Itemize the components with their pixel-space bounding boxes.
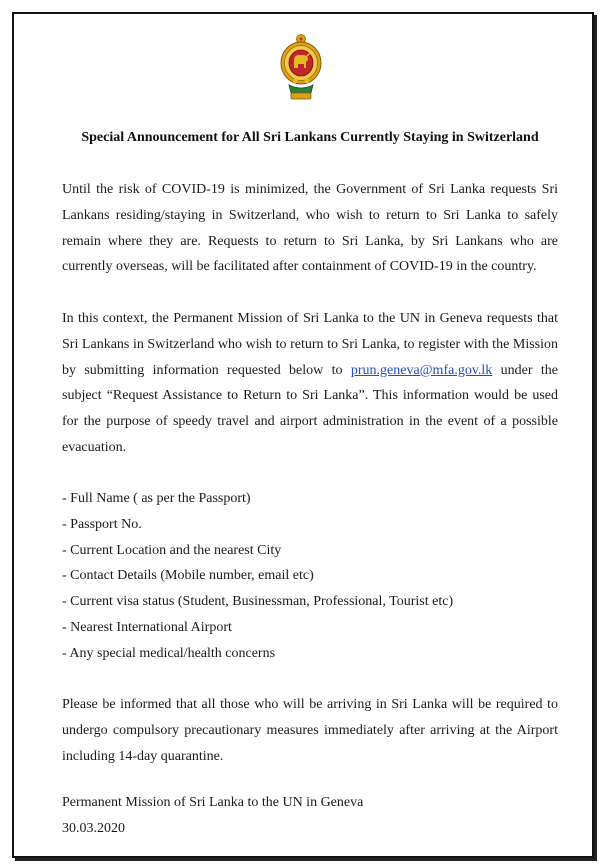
list-item: - Current visa status (Student, Businessman, Professional, Tourist etc): [62, 594, 454, 610]
registration-text-after: under the subject “Request Assistance to Return to Sri Lanka”. This information would be used for the purpose of speedy travel and airport administration in the event of a possible evacuation.: [62, 362, 558, 455]
list-item: - Passport No.: [62, 516, 142, 532]
signature: Permanent Mission of Sri Lanka to the UN in Geneva: [62, 795, 364, 810]
list-item: - Current Location and the nearest City: [62, 542, 282, 558]
intro-paragraph: Until the risk of COVID-19 is minimized, the Government of Sri Lanka requests Sri Lankans residing/staying in Switzerland, who wish to return to Sri Lanka to safely remain where they are. Requests to return to Sri Lanka, by Sri Lankans who are currently overseas, will be facilitated after containment of COVID-19 in the country.: [62, 182, 558, 275]
registration-paragraph: [62, 306, 558, 461]
required-info-list: [62, 486, 558, 667]
announcement-title: Special Announcement for All Sri Lankans Currently Staying in Switzerland: [81, 130, 539, 145]
list-item: - Any special medical/health concerns: [62, 645, 276, 661]
national-emblem-icon: [279, 33, 323, 101]
list-item: - Contact Details (Mobile number, email etc): [62, 568, 314, 584]
signature-block: [62, 790, 363, 842]
list-item: - Full Name ( as per the Passport): [62, 491, 251, 506]
date: 30.03.2020: [62, 820, 125, 836]
list-item: - Nearest International Airport: [62, 619, 232, 635]
email-link[interactable]: prun.geneva@mfa.gov.lk: [350, 362, 493, 378]
quarantine-paragraph: Please be informed that all those who will be arriving in Sri Lanka will be required to undergo compulsory precautionary measures immediately after arriving at the Airport including 14-day quarantine.: [62, 697, 558, 764]
registration-text-before: In this context, the Permanent Mission of Sri Lanka to the UN in Geneva requests that Sri Lankans in Switzerland who wish to return to Sri Lanka, to register with the Mission by submitting information requested below to: [62, 311, 558, 378]
